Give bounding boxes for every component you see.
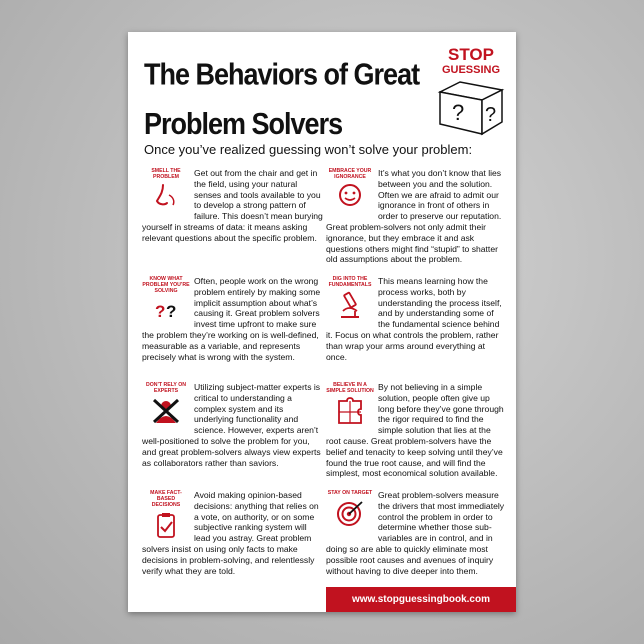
behavior-embrace-your-ignorance	[326, 168, 506, 265]
behavior-believe-in-simple-solution	[326, 382, 506, 479]
target-icon	[335, 499, 365, 527]
behavior-label: DON’T RELY ON EXPERTS	[142, 382, 190, 426]
svg-text:?: ?	[155, 301, 166, 320]
behavior-label: SMELL THE PROBLEM	[142, 168, 190, 220]
behavior-label: EMBRACE YOUR IGNORANCE	[326, 168, 374, 212]
microscope-icon	[335, 291, 365, 321]
behavior-label: MAKE FACT- BASED DECISIONS	[142, 490, 190, 542]
behavior-text: Great problem-solvers measure the drivers that most immediately control the problem in order to determine whether those sub-variables are in control, and in doing so are able to quickly eliminate most possible root causes and avenues of inquiry without having to dive deeper into them.	[326, 490, 505, 576]
behavior-label: BELIEVE IN A SIMPLE SOLUTION	[326, 382, 374, 434]
behavior-know-what-problem	[142, 276, 326, 362]
behavior-text: By not believing in a simple solution, people often give up long before they’ve gone through the rigor required to find the simple solution that lies at the root cause. Great problem-solvers have the belief and tenacity to keep solving until they’ve found the true root cause, and will find the simplest, most economical solution available.	[326, 382, 504, 479]
question-marks-icon	[151, 298, 181, 320]
svg-text:?: ?	[452, 100, 465, 125]
clipboard-check-icon	[151, 512, 181, 540]
svg-text:?: ?	[166, 301, 177, 320]
behavior-stay-on-target	[326, 490, 506, 576]
behavior-text: Get out from the chair and get in the field, using your natural senses and tools available to you to develop a strong pattern of failure. This doesn’t mean burying yourself in streams of data: it means asking relevant questions about the specific problem.	[142, 168, 323, 243]
page-title: The Behaviors of Great Problem Solvers	[144, 57, 420, 141]
behavior-label: KNOW WHAT PROBLEM YOU’RE SOLVING ? ?	[142, 276, 190, 320]
behavior-make-fact-based-decisions	[142, 490, 324, 576]
logo-line-2: GUESSING	[441, 64, 501, 76]
behavior-smell-the-problem	[142, 168, 324, 244]
poster	[128, 32, 516, 612]
stop-guessing-logo	[436, 46, 506, 136]
behavior-text: Utilizing subject-matter experts is critical to understanding a complex system and its underlying functionality and science. However, experts aren’t well-positioned to solve the problem for you, and great problem-solvers always view experts as collaborators rather than saviors.	[142, 382, 321, 468]
intro-text: Once you’ve realized guessing won’t solve your problem:	[144, 142, 473, 157]
nose-icon	[151, 183, 181, 209]
footer-website-banner	[326, 587, 516, 612]
behavior-text: Avoid making opinion-based decisions: anything that relies on a vote, on authority, or on some subjective ranking system will lead you astray. Great problem solvers insist on using only facts to make decisions in problem-solving, and relentlessly verify what they are told.	[142, 490, 319, 576]
behavior-text: It’s what you don’t know that lies between you and the solution. Often we are afraid to admit our ignorance in front of others in order to preserve our reputation. Great problem-solvers not only admit their ignorance, but they embrace it and ask questions others might find “stupid” to shatter old assumptions about the problem.	[326, 168, 502, 265]
behavior-text: This means learning how the process works, both by understanding the process itself, and by understanding some of the fundamental science behind it. Focus on what controls the problem, rather than wrap your arms around everything at once.	[326, 276, 502, 362]
logo-line-1: STOP	[448, 45, 494, 64]
behavior-dont-rely-on-experts	[142, 382, 324, 468]
no-experts-icon	[151, 397, 181, 425]
behavior-text: Often, people work on the wrong problem entirely by making some implicit assumption about what’s causing it. Great problem solvers invest time upfront to make sure the problem they’re working on is well-defined, measurable as a variable, and represents precisely what is wrong with the system.	[142, 276, 321, 362]
svg-text:?: ?	[485, 104, 497, 126]
smiley-icon	[335, 183, 365, 207]
puzzle-icon	[335, 397, 365, 425]
behavior-dig-into-fundamentals	[326, 276, 506, 362]
footer-url: www.stopguessingbook.com	[352, 594, 490, 605]
question-box-icon	[436, 78, 506, 136]
behavior-label: DIG INTO THE FUNDAMENTALS	[326, 276, 374, 326]
behavior-label: STAY ON TARGET	[326, 490, 374, 542]
